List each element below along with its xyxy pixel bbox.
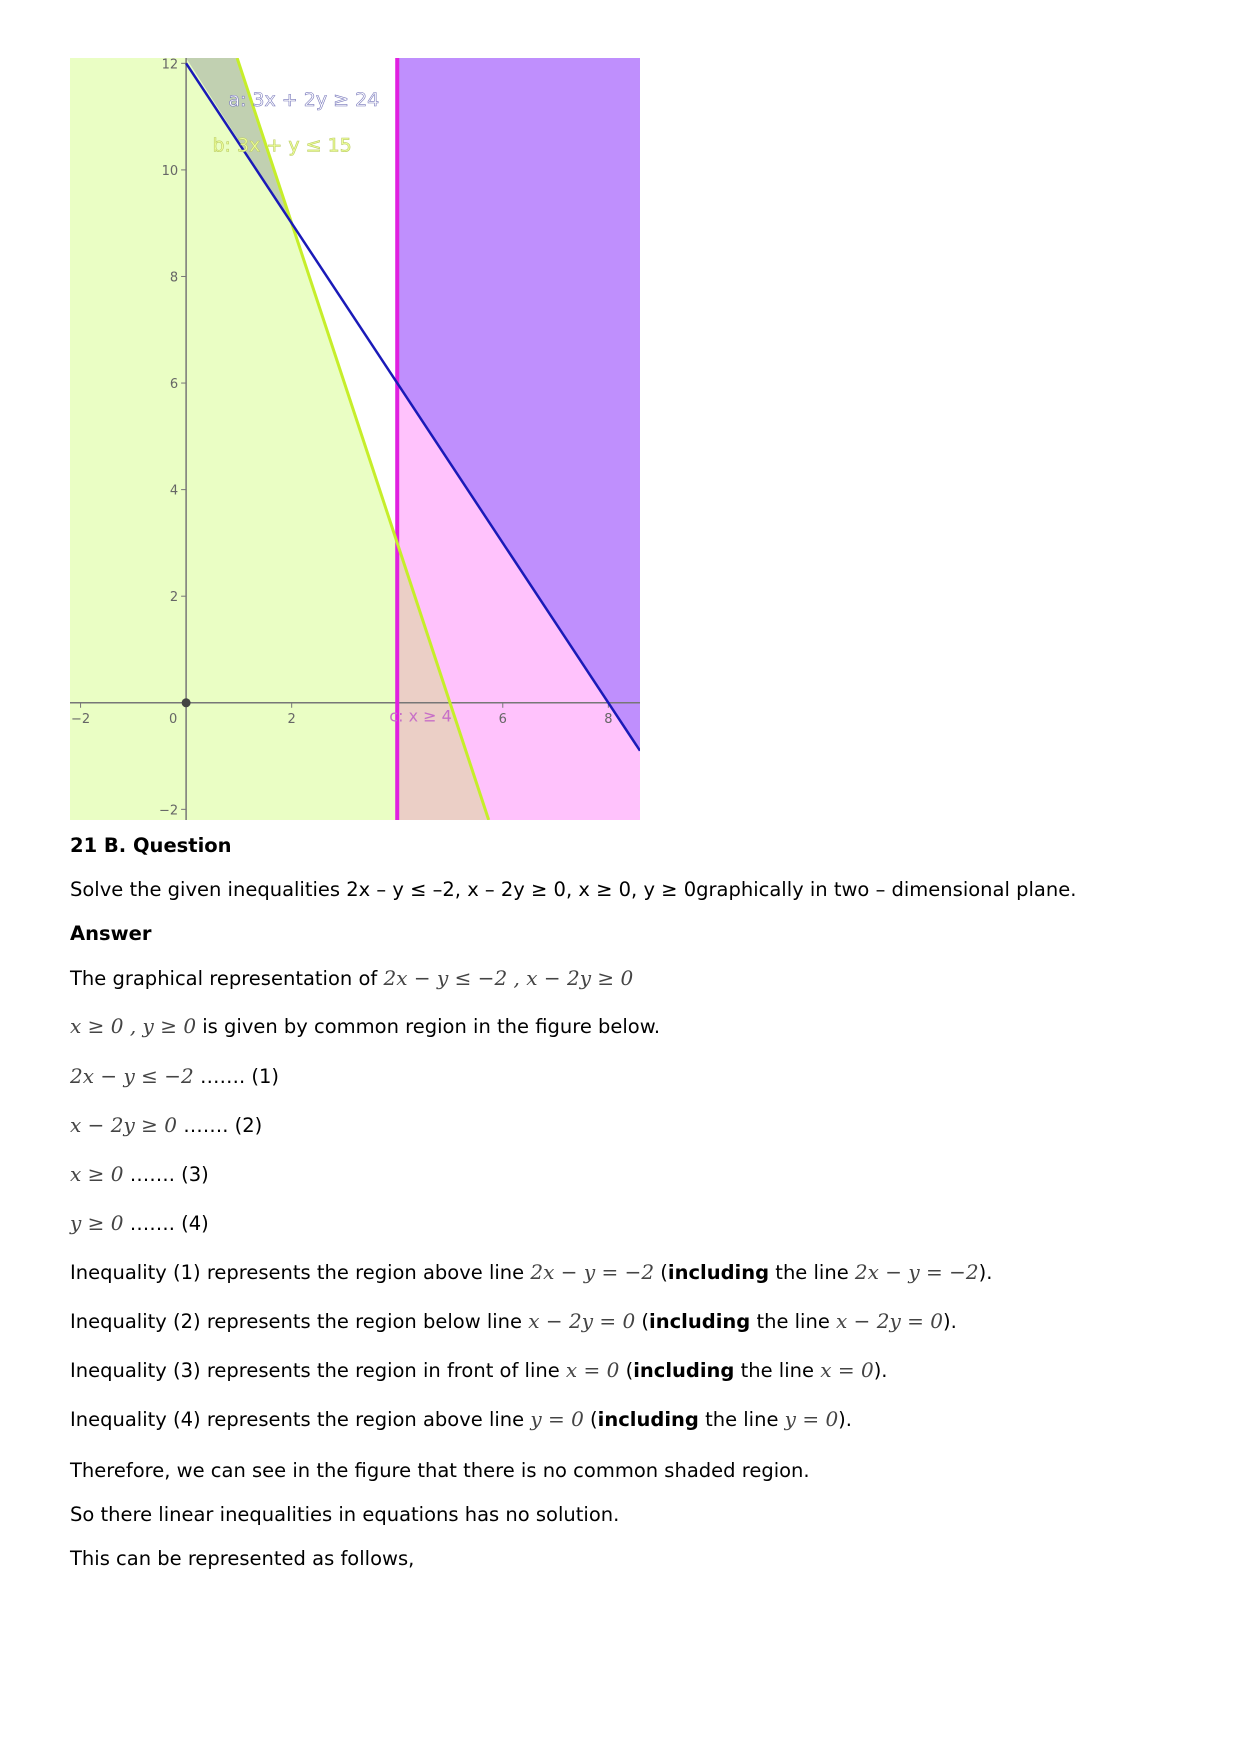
rep-1-math2: 2x − y = −2 — [854, 1260, 979, 1284]
y-tick-label: 8 — [169, 270, 179, 286]
inequality-graph — [70, 58, 640, 820]
rep-4-including: including — [597, 1408, 699, 1431]
line-c-label: c: x ≥ 4 — [389, 706, 452, 726]
rep-3-mid: the line — [740, 1359, 815, 1382]
y-tick-label: 6 — [169, 377, 179, 393]
rep-2-mid: the line — [756, 1310, 830, 1333]
intro-math: 2x − y ≤ −2 , x − 2y ≥ 0 — [383, 966, 634, 990]
y-tick-label: 12 — [161, 58, 179, 73]
rep-1-prefix: Inequality (1) represents the region above line — [70, 1261, 525, 1284]
representation-1: Inequality (1) represents the region above line 2x − y = −2 (including the line 2x − y = −2). — [70, 1260, 993, 1284]
ineq-1-math: 2x − y ≤ −2 — [70, 1064, 194, 1088]
line-b-label: b: 3x + y ≤ 15 — [212, 134, 352, 157]
rep-2-including: including — [649, 1310, 751, 1333]
rep-3-including: including — [633, 1359, 735, 1382]
rep-1-mid: the line — [775, 1261, 849, 1284]
answer-intro-2 — [70, 1013, 660, 1040]
rep-2-math2: x − 2y = 0 — [836, 1309, 944, 1333]
ineq-3-math: x ≥ 0 — [70, 1162, 124, 1186]
rep-2-prefix: Inequality (2) represents the region below line — [70, 1310, 523, 1333]
y-tick-label: −2 — [158, 803, 179, 819]
ineq-4-tag: ……. (4) — [129, 1212, 209, 1235]
rep-4-math2: y = 0 — [784, 1407, 839, 1431]
intro-text: The graphical representation of — [70, 967, 378, 990]
y-tick-label: 2 — [169, 590, 179, 606]
conclusion-2: So there linear inequalities in equations has no solution. — [70, 1503, 620, 1526]
ineq-2-tag: ……. (2) — [183, 1114, 263, 1137]
question-text: Solve the given inequalities 2x – y ≤ –2, x – 2y ≥ 0, x ≥ 0, y ≥ 0graphically in two – dimensional plane. — [70, 878, 1077, 901]
x-tick-label: 0 — [168, 711, 178, 727]
representation-3: Inequality (3) represents the region in front of line x = 0 (including the line x = 0). — [70, 1358, 888, 1382]
x-tick-label: 8 — [604, 711, 613, 727]
representation-2: Inequality (2) represents the region below line x − 2y = 0 (including the line x − 2y = 0). — [70, 1309, 957, 1333]
origin-point — [182, 698, 191, 707]
question-heading: 21 B. Question — [70, 834, 232, 857]
rep-1-math: 2x − y = −2 — [530, 1260, 655, 1284]
inequality-4 — [70, 1210, 209, 1237]
x-tick-label: 6 — [498, 711, 507, 727]
rep-4-mid: the line — [705, 1408, 779, 1431]
answer-heading: Answer — [70, 922, 152, 945]
answer-intro — [70, 965, 633, 992]
rep-3-math2: x = 0 — [820, 1358, 874, 1382]
ineq-1-tag: ……. (1) — [199, 1065, 279, 1088]
inequality-3 — [70, 1161, 209, 1188]
y-tick-label: 4 — [169, 483, 179, 499]
inequality-2 — [70, 1112, 262, 1139]
y-tick-label: 10 — [161, 163, 179, 179]
rep-1-including: including — [667, 1261, 770, 1284]
x-tick-label: 2 — [287, 711, 296, 727]
conclusion-1: Therefore, we can see in the figure that there is no common shaded region. — [70, 1459, 810, 1482]
rep-4-math: y = 0 — [530, 1407, 584, 1431]
intro2-text: is given by common region in the figure below. — [202, 1015, 661, 1038]
intro2-math: x ≥ 0 , y ≥ 0 — [70, 1014, 197, 1038]
rep-3-prefix: Inequality (3) represents the region in front of line — [70, 1359, 560, 1382]
ineq-4-math: y ≥ 0 — [70, 1211, 124, 1235]
line-a-label: a: 3x + 2y ≥ 24 — [228, 88, 380, 111]
ineq-2-math: x − 2y ≥ 0 — [70, 1113, 177, 1137]
rep-3-math: x = 0 — [565, 1358, 620, 1382]
rep-2-math: x − 2y = 0 — [528, 1309, 636, 1333]
conclusion-3: This can be represented as follows, — [70, 1547, 415, 1570]
rep-4-prefix: Inequality (4) represents the region above line — [70, 1408, 525, 1431]
ineq-3-tag: ……. (3) — [129, 1163, 209, 1186]
x-tick-label: −2 — [70, 711, 91, 727]
inequality-1 — [70, 1063, 279, 1090]
representation-4: Inequality (4) represents the region above line y = 0 (including the line y = 0). — [70, 1407, 852, 1431]
